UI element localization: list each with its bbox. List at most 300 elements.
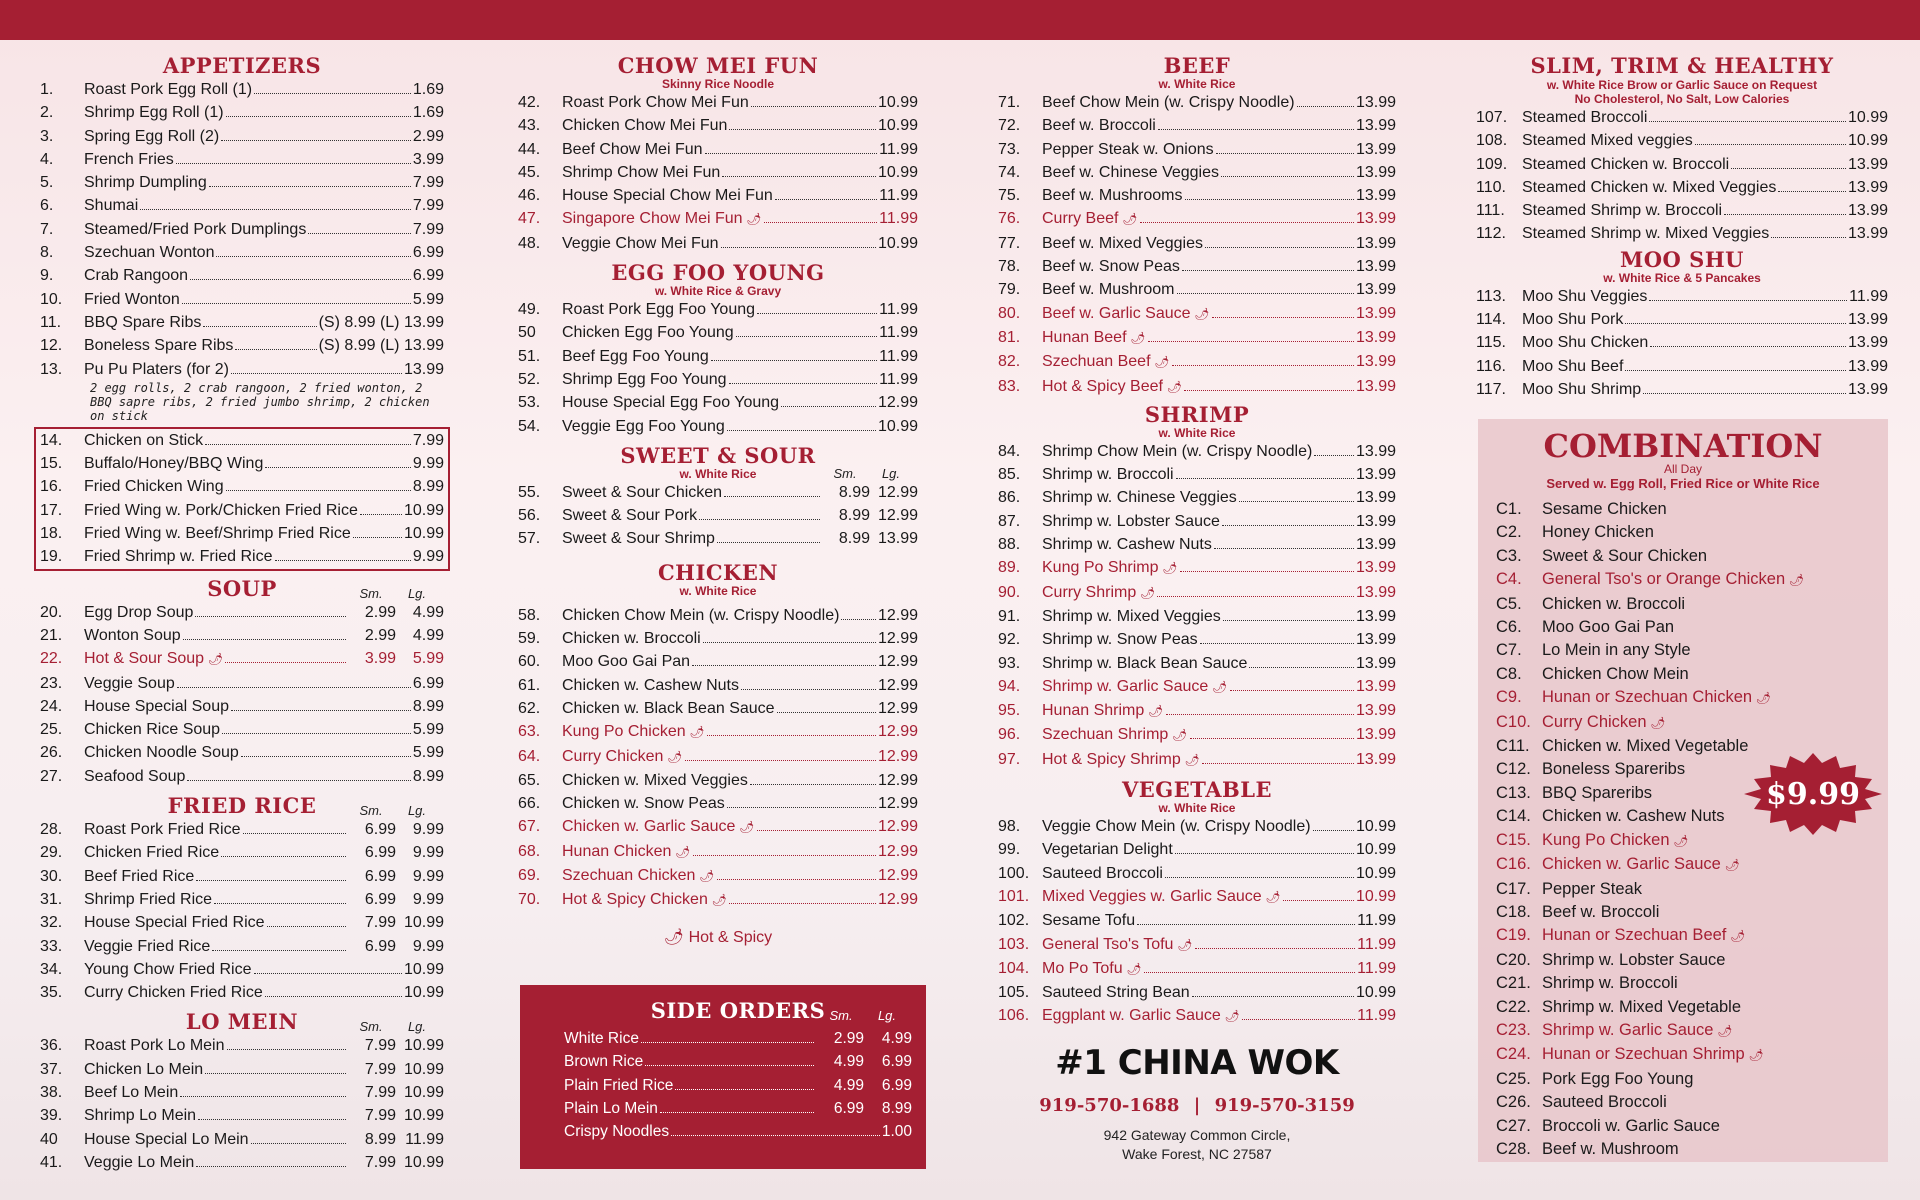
item-name: Plain Lo Mein [564,1099,658,1117]
item-number: C4. [1496,570,1522,589]
item-name: Chicken Chow Mei Fun [562,117,728,135]
item-number: 109. [1476,155,1508,173]
item-name: Kung Po Chicken [562,723,686,741]
item-name: Chicken Noodle Soup [84,744,239,762]
item-name: Hot & Spicy Chicken [562,891,708,909]
item-name: Crab Rangoon [84,267,189,285]
item-number: 72. [998,117,1021,135]
item-number: 74. [998,163,1021,181]
price-small: 8.99 [838,483,870,501]
item-price: 13.99 [1847,334,1888,352]
item-number: 16. [40,478,63,496]
dot-leader [225,662,346,663]
item-name: Shrimp w. Mixed Vegetable [1542,997,1742,1016]
item-number: 51. [518,347,541,365]
item-name: Seafood Soup [84,767,186,785]
menu-item [1496,663,1888,686]
dot-leader [675,1089,814,1090]
dot-leader [1297,106,1354,107]
item-number: 65. [518,771,541,789]
dot-leader [203,326,316,327]
dot-leader [671,1135,880,1136]
dot-leader [722,176,876,177]
price-large: 9.99 [412,867,444,885]
size-headers: Sm. Lg. [359,803,427,819]
item-price: 11.99 [879,347,918,365]
menu-item [998,255,1396,278]
menu-item [40,358,444,381]
item-name: Sweet & Sour Pork [562,507,698,525]
menu-item [998,440,1396,463]
item-number: 53. [518,394,541,412]
dot-leader [693,855,876,856]
item-name: Hunan Shrimp [1042,702,1145,720]
menu-item [1496,711,1888,735]
menu-item [998,463,1396,486]
dot-leader [1249,667,1354,668]
item-name: Beef w. Snow Peas [1042,258,1180,276]
item-number: 78. [998,258,1021,276]
item-name: Sesame Chicken [1542,500,1667,518]
menu-item [40,429,444,452]
dot-leader [1202,763,1354,764]
dot-leader [685,760,876,761]
item-name: Fried Wonton [84,290,180,308]
item-name: Moo Goo Gai Pan [562,653,691,671]
item-number: C1. [1496,500,1522,518]
sweet-sour-section [518,444,918,551]
menu-item [518,769,918,792]
item-number: 98. [998,818,1021,836]
item-number: C13. [1496,783,1531,802]
item-price: 10.99 [403,525,444,543]
menu-item [1476,378,1888,401]
soup-section [40,577,444,788]
item-name: Shrimp w. Lobster Sauce [1042,512,1220,530]
menu-item [998,699,1396,723]
item-price: 13.99 [1355,559,1396,577]
item-number: C5. [1496,594,1522,613]
menu-item [518,840,918,864]
menu-item [40,1081,444,1104]
item-number: 79. [998,281,1021,299]
item-name: Shrimp Dumpling [84,174,207,192]
phone-2[interactable]: 919-570-3159 [1214,1095,1355,1116]
item-name: Szechuan Chicken [562,867,696,885]
item-number: 46. [518,187,541,205]
item-number: 3. [40,127,54,145]
dot-leader [1314,455,1354,456]
chili-pepper-icon: 🌶︎ [1265,889,1281,904]
item-number: 32. [40,914,63,932]
egg-foo-young-section [518,261,918,438]
item-price: 2.99 [412,127,444,145]
item-price: 13.99 [1355,234,1396,252]
item-number: 80. [998,304,1021,322]
item-prices [348,601,444,624]
menu-item [1476,355,1888,378]
item-name: Hot & Sour Soup [84,650,205,668]
item-name: Veggie Soup [84,674,175,692]
item-name: Curry Beef [1042,210,1119,228]
item-name: Curry Chicken [562,747,664,765]
menu-item [518,674,918,697]
item-number: 113. [1476,287,1506,305]
item-price: 12.99 [877,676,918,694]
item-number: C18. [1496,902,1531,921]
item-name: Roast Pork Chow Mei Fun [562,94,749,111]
dot-leader [660,1112,814,1113]
dot-leader [216,256,410,257]
item-number: 114. [1476,311,1506,329]
menu-item [518,697,918,720]
menu-item [1496,498,1888,521]
dot-leader [254,93,411,94]
item-price: 13.99 [1355,140,1396,158]
item-number: 20. [40,603,63,621]
item-number: C22. [1496,997,1531,1016]
size-headers: Sm. Lg. [833,465,901,481]
item-name: Chicken w. Black Bean Sauce [562,699,775,717]
item-name: Chicken on Stick [84,431,204,449]
menu-item [40,1151,444,1174]
item-prices [348,935,444,958]
item-price: 13.99 [1355,258,1396,276]
item-name: Plain Fried Rice [564,1076,674,1094]
price-large: 4.99 [881,1030,912,1047]
dot-leader [1223,620,1354,621]
item-number: 68. [518,842,541,860]
item-name: Brown Rice [564,1053,644,1071]
item-number: 81. [998,328,1021,346]
dot-leader [1214,548,1354,549]
item-price: 10.99 [403,501,444,519]
price-large: 5.99 [412,650,444,668]
item-name: Crispy Noodles [564,1123,670,1141]
menu-item [998,350,1396,374]
item-price: 13.99 [1355,94,1396,111]
chili-pepper-icon: 🌶︎ [1212,679,1228,694]
dot-leader [729,129,876,130]
item-number: 61. [518,676,541,694]
item-price: 13.99 [1847,380,1888,398]
dot-leader [757,313,877,314]
item-name: Chicken w. Garlic Sauce [1542,855,1721,874]
item-name: Shrimp Egg Foo Young [562,370,727,388]
menu-item [1496,996,1888,1019]
phone-separator: | [1193,1095,1201,1116]
menu-item [518,91,918,114]
item-number: 43. [518,117,541,135]
restaurant-name: #1 CHINA WOK [1055,1043,1339,1083]
item-number: 7. [40,220,54,238]
dot-leader [721,247,876,248]
item-prices [816,1050,912,1073]
item-price: 10.99 [1847,132,1888,150]
item-prices [816,1097,912,1120]
item-name: Chicken Chow Mein (w. Crispy Noodle) [562,606,840,624]
item-number: 11. [40,313,62,331]
dot-leader [699,519,820,520]
item-name: Beef Egg Foo Young [562,347,709,365]
section-subtitle: w. White Rice & Gravy [654,284,782,299]
menu-item [40,288,444,311]
item-name: Buffalo/Honey/BBQ Wing [84,455,264,473]
item-number: 42. [518,94,541,111]
menu-item [998,510,1396,533]
price-small: 4.99 [833,1076,864,1094]
menu-item [998,207,1396,231]
item-number: C3. [1496,546,1522,565]
item-name: Veggie Fried Rice [84,937,211,955]
dot-leader [196,1166,346,1167]
item-name: Szechuan Wonton [84,244,215,262]
item-number: 28. [40,821,63,839]
dot-leader [711,360,877,361]
item-number: 44. [518,140,541,158]
item-number: C26. [1496,1093,1531,1112]
item-number: 87. [998,512,1021,530]
appetizers-section [40,54,444,571]
menu-item [40,1104,444,1127]
item-price: 13.99 [1355,750,1396,768]
chili-pepper-icon: 🌶︎ [1717,1023,1733,1038]
item-number: C17. [1496,879,1531,898]
dot-leader [1221,176,1354,177]
item-price: 11.99 [1357,912,1396,930]
price-large: 9.99 [412,890,444,908]
item-name: Steamed Shrimp w. Broccoli [1522,202,1723,220]
item-price: 13.99 [1355,702,1396,720]
menu-item [564,1050,912,1073]
item-price: 11.99 [879,187,918,205]
item-name: Sauteed Broccoli [1042,864,1163,882]
dot-leader [275,560,411,561]
menu-item [998,533,1396,556]
price-large: 12.99 [877,507,918,525]
item-name: Shrimp w. Black Bean Sauce [1042,654,1248,672]
item-price: 10.99 [877,117,918,135]
item-name: Shumai [84,197,139,215]
item-price: (S) 8.99 (L) 13.99 [318,337,444,355]
section-title: SWEET & SOUR [620,442,816,468]
item-number: C11. [1496,737,1530,756]
item-name: Chicken w. Cashew Nuts [1542,807,1725,826]
item-prices [348,911,444,934]
dot-leader [205,444,411,445]
dot-leader [1625,323,1846,324]
menu-column-3 [998,54,1396,1031]
item-number: 39. [40,1107,63,1125]
combination-price: $9.99 [1766,776,1860,812]
item-name: Roast Pork Egg Roll (1) [84,81,253,98]
menu-item [1476,153,1888,176]
dot-leader [183,639,346,640]
dot-leader [1182,270,1354,271]
price-large: 4.99 [412,626,444,644]
item-number: 35. [40,984,63,1002]
item-name: Sweet & Sour Chicken [562,483,723,501]
item-name: Chicken Lo Mein [84,1060,204,1078]
item-number: 83. [998,377,1021,395]
item-price: 12.99 [877,394,918,412]
top-banner [0,0,1920,40]
dot-leader [265,467,411,468]
dot-leader [729,383,878,384]
menu-item [40,522,444,545]
item-price: 13.99 [1355,607,1396,625]
item-number: 49. [518,301,541,319]
chili-pepper-icon: 🌶︎ [1148,704,1164,719]
price-large: 9.99 [412,821,444,839]
item-name: BBQ Spareribs [1542,783,1653,802]
price-small: 2.99 [364,603,396,621]
item-number: 24. [40,697,63,715]
item-number: C8. [1496,664,1522,683]
item-price: 11.99 [1357,935,1396,953]
chili-pepper-icon: 🌶︎ [663,928,685,946]
item-number: 59. [518,630,541,648]
chili-pepper-icon: 🌶︎ [1224,1009,1240,1024]
item-number: 52. [518,370,541,388]
menu-item [518,345,918,368]
chili-pepper-icon: 🌶︎ [746,212,762,227]
item-name: Shrimp w. Lobster Sauce [1542,950,1726,969]
item-name: House Special Fried Rice [84,914,265,932]
item-price: 8.99 [412,478,444,496]
menu-item [998,957,1396,981]
dot-leader [1157,596,1353,597]
address-line-1: 942 Gateway Common Circle, [1103,1127,1291,1143]
item-price: 13.99 [1355,654,1396,672]
menu-item [40,841,444,864]
dot-leader [231,373,402,374]
menu-item [40,125,444,148]
item-price: 3.99 [412,150,444,168]
section-title: SIDE ORDERS [650,998,826,1023]
item-name: Boneless Spare Ribs [84,337,234,355]
menu-item [1476,176,1888,199]
menu-item [564,1097,912,1120]
dot-leader [1148,341,1354,342]
item-name: Spring Egg Roll (2) [84,127,220,145]
menu-item [518,391,918,414]
section-title: SHRIMP [1144,401,1250,427]
menu-item [998,981,1396,1004]
item-number: 18. [40,525,63,543]
item-price: 13.99 [1355,353,1396,371]
menu-item [1476,129,1888,152]
dot-leader [727,430,876,431]
item-price: 11.99 [879,324,918,342]
chili-pepper-icon: 🌶︎ [1122,212,1138,227]
chili-pepper-icon: 🌶︎ [1166,379,1183,394]
price-small: 6.99 [364,844,396,862]
item-price: 13.99 [403,360,444,378]
item-number: 100. [998,864,1030,882]
chili-pepper-icon: 🌶︎ [1177,937,1193,952]
item-price: 5.99 [412,721,444,739]
section-subtitle: w. White Rice [679,466,757,481]
dot-leader [1649,300,1847,301]
chili-pepper-icon: 🌶︎ [208,652,224,667]
item-name: Roast Pork Lo Mein [84,1037,225,1055]
item-price: 11.99 [1357,1007,1396,1025]
menu-item [1476,199,1888,222]
item-price: 11.99 [1849,287,1888,305]
dot-leader [1625,370,1846,371]
menu-item [40,981,444,1004]
item-price: 10.99 [1355,818,1396,836]
menu-item [998,652,1396,675]
dot-leader [1190,738,1354,739]
item-number: 26. [40,744,63,762]
item-price: 11.99 [879,301,918,319]
dot-leader [703,642,876,643]
dot-leader [1239,501,1354,502]
item-number: 62. [518,699,541,717]
hot-spicy-legend: 🌶︎ Hot & Spicy [663,928,773,946]
item-number: 95. [998,702,1021,720]
menu-item [564,1120,912,1143]
dot-leader [180,1096,346,1097]
menu-item [40,818,444,841]
section-title: CHICKEN [657,559,779,585]
item-name: General Tso's Tofu [1042,935,1174,953]
menu-item [518,815,918,839]
item-prices [348,1034,444,1057]
menu-item [998,91,1396,114]
price-large: 10.99 [403,1060,444,1078]
item-number: 10. [40,290,63,308]
menu-item [518,161,918,184]
restaurant-info [998,1043,1396,1164]
menu-item [1496,568,1888,592]
item-name: Roast Pork Egg Foo Young [562,301,756,319]
item-prices [348,818,444,841]
item-number: 57. [518,530,541,548]
item-name: Vegetarian Delight [1042,841,1173,859]
menu-item [1496,593,1888,616]
dot-leader [177,687,411,688]
dot-leader [729,903,876,904]
item-number: 82. [998,353,1021,371]
item-prices [816,1074,912,1097]
price-small: 3.99 [364,650,396,668]
item-name: Shrimp Fried Rice [84,890,213,908]
item-number: 102. [998,912,1030,930]
item-name: House Special Soup [84,697,229,715]
dot-leader [641,1042,814,1043]
menu-item [518,415,918,438]
item-prices [348,1081,444,1104]
phone-1[interactable]: 919-570-1688 [1039,1095,1180,1116]
menu-item [40,601,444,624]
dot-leader [1650,346,1846,347]
item-name: Moo Goo Gai Pan [1542,618,1675,637]
item-name: Szechuan Shrimp [1042,726,1169,744]
item-number: 45. [518,163,541,181]
item-name: Broccoli w. Garlic Sauce [1542,1116,1720,1135]
item-name: Hot & Spicy Shrimp [1042,750,1181,768]
item-number: 56. [518,507,541,525]
menu-item [518,745,918,769]
item-name: Chicken Chow Mein [1542,664,1689,683]
item-prices [816,1027,912,1050]
dot-leader [1643,393,1846,394]
item-price: (S) 8.99 (L) 13.99 [318,313,444,331]
item-price: 7.99 [412,174,444,192]
